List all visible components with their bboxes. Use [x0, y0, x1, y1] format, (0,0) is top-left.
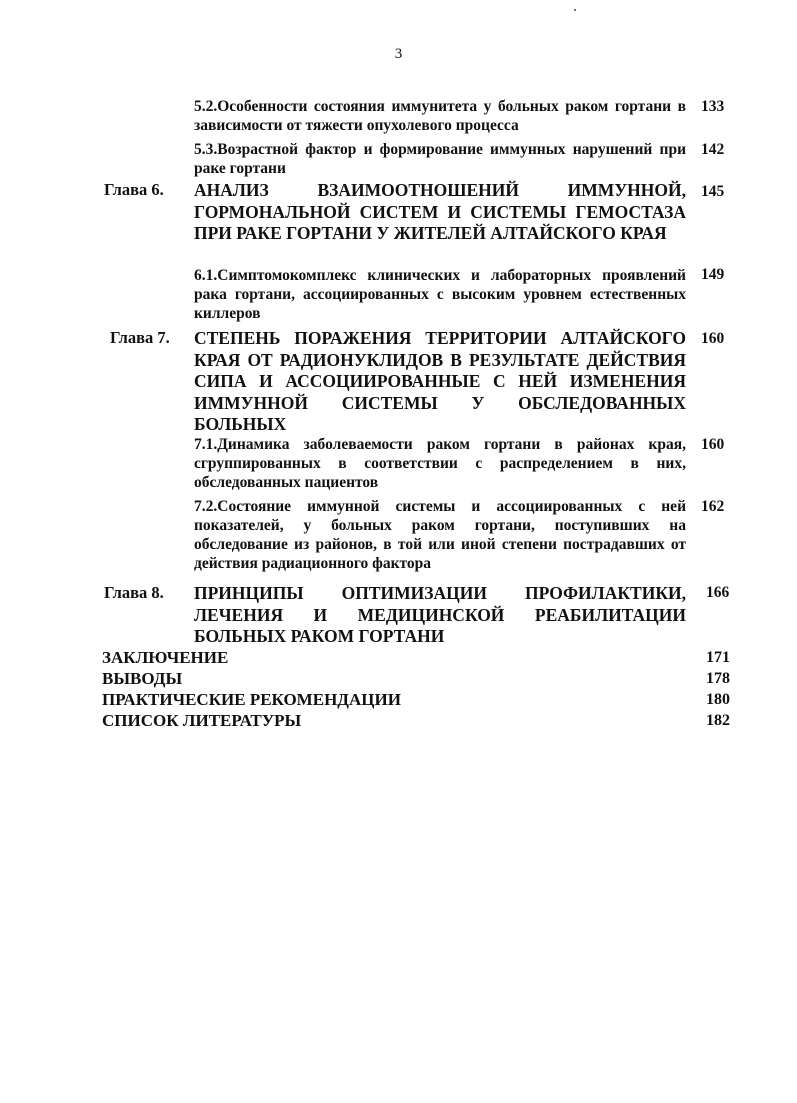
section-recommendations-title: ПРАКТИЧЕСКИЕ РЕКОМЕНДАЦИИ — [102, 690, 401, 709]
toc-entry-5-2: 5.2.Особенности состояния иммунитета у больных раком гортани в зависимости от тяжести опухолевого процесса — [194, 98, 686, 134]
chapter-6-page: 145 — [701, 183, 725, 200]
chapter-8-title: ПРИНЦИПЫ ОПТИМИЗАЦИИ ПРОФИЛАКТИКИ, ЛЕЧЕНИЯ И МЕДИЦИНСКОЙ РЕАБИЛИТАЦИИ БОЛЬНЫХ РАКОМ ГОРТАНИ — [194, 583, 686, 646]
toc-entry-7-1: 7.1.Динамика заболеваемости раком гортани в районах края, сгруппированных в соответствии с распределением в них, обследованных пациентов — [194, 436, 686, 491]
scan-speck — [574, 9, 576, 11]
chapter-8-label: Глава 8. — [104, 583, 164, 602]
chapter-8-page: 166 — [706, 584, 730, 601]
chapter-7-label: Глава 7. — [110, 328, 170, 347]
page-number: 3 — [394, 46, 403, 62]
section-references-page: 182 — [706, 712, 730, 729]
section-findings-title: ВЫВОДЫ — [102, 669, 183, 688]
chapter-6-title: АНАЛИЗ ВЗАИМООТНОШЕНИЙ ИММУННОЙ, ГОРМОНАЛЬНОЙ СИСТЕМ И СИСТЕМЫ ГЕМОСТАЗА ПРИ РАКЕ ГОРТАНИ У ЖИТЕЛЕЙ АЛТАЙСКОГО КРАЯ — [194, 180, 686, 243]
toc-entry-5-3: 5.3.Возрастной фактор и формирование иммунных нарушений при раке гортани — [194, 141, 686, 177]
toc-page-7-2: 162 — [701, 498, 725, 515]
chapter-7-title: СТЕПЕНЬ ПОРАЖЕНИЯ ТЕРРИТОРИИ АЛТАЙСКОГО КРАЯ ОТ РАДИОНУКЛИДОВ В РЕЗУЛЬТАТЕ ДЕЙСТВИЯ СИПА И АССОЦИИРОВАННЫЕ С НЕЙ ИЗМЕНЕНИЯ ИММУННОЙ СИСТЕМЫ У ОБСЛЕДОВАННЫХ БОЛЬНЫХ — [194, 328, 686, 434]
chapter-7-page: 160 — [701, 330, 725, 347]
toc-entry-7-2: 7.2.Состояние иммунной системы и ассоциированных с ней показателей, у больных раком гортани, поступивших на обследование из районов, в той или иной степени пострадавших от действия радиационного фактора — [194, 498, 686, 572]
toc-page-5-2: 133 — [701, 98, 725, 115]
toc-entry-6-1: 6.1.Симптомокомплекс клинических и лабораторных проявлений рака гортани, ассоциированных с высоким уровнем естественных киллеров — [194, 267, 686, 322]
toc-page-7-1: 160 — [701, 436, 725, 453]
section-conclusion-page: 171 — [706, 649, 730, 666]
chapter-6-label: Глава 6. — [104, 180, 164, 199]
toc-page-5-3: 142 — [701, 141, 725, 158]
section-findings-page: 178 — [706, 670, 730, 687]
toc-page-6-1: 149 — [701, 266, 725, 283]
section-references-title: СПИСОК ЛИТЕРАТУРЫ — [102, 711, 302, 730]
section-conclusion-title: ЗАКЛЮЧЕНИЕ — [102, 648, 229, 667]
section-recommendations-page: 180 — [706, 691, 730, 708]
